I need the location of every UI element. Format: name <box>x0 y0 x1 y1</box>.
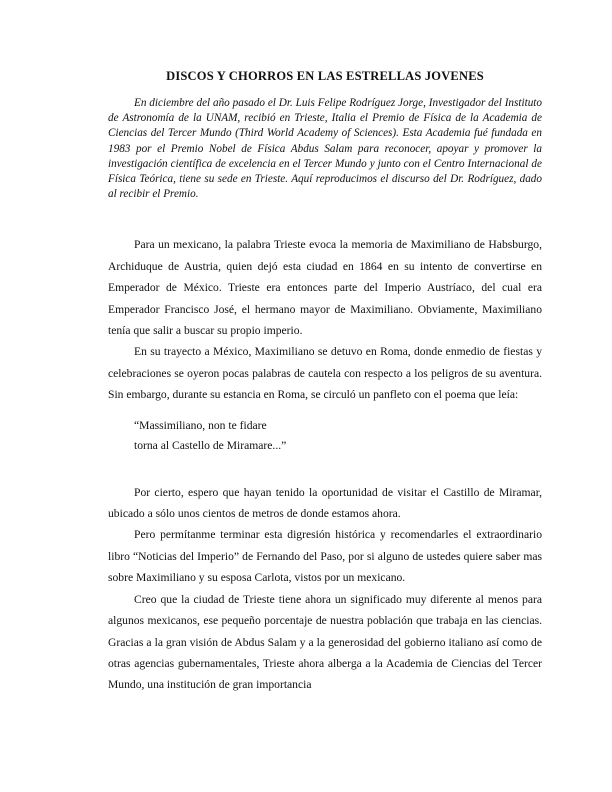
body-paragraph: Por cierto, espero que hayan tenido la oportunidad de visitar el Castillo de Miramar, ubicado a sólo unos cientos de metros de donde estamos ahora. <box>108 485 542 521</box>
document-page <box>108 68 542 696</box>
body-paragraph: Para un mexicano, la palabra Trieste evoca la memoria de Maximiliano de Habsburgo, Archiduque de Austria, quien dejó esta ciudad en 1864 en su intento de convertirse en Emperador de México. Trieste era entonces parte del Imperio Austríaco, del cual era Emperador Francisco José, el hermano mayor de Maximiliano. Obviamente, Maximiliano tenía que salir a buscar su propio imperio. <box>108 238 542 338</box>
body-paragraph: Creo que la ciudad de Trieste tiene ahora un significado muy diferente al menos para algunos mexicanos, ese pequeño porcentaje de nuestra población que trabaja en las ciencias. Gracias a la gran visión de Abdus Salam y a la generosidad del gobierno italiano así como de otras agencias gubernamentales, Trieste ahora alberga a la Academia de Ciencias del Tercer Mundo, una institución de gran importancia <box>108 592 542 692</box>
document-title: DISCOS Y CHORROS EN LAS ESTRELLAS JOVENES <box>166 69 484 83</box>
body-paragraph: Pero permítanme terminar esta digresión histórica y recomendarles el extraordinario libro “Noticias del Imperio” de Fernando del Paso, por si alguno de ustedes quiere saber mas sobre Maximiliano y su esposa Carlota, vistos por un mexicano. <box>108 528 542 585</box>
document-body <box>108 234 542 695</box>
body-paragraph: En su trayecto a México, Maximiliano se detuvo en Roma, donde enmedio de fiestas y celebraciones se oyeron pocas palabras de cautela con respecto a los peligros de su aventura. Sin embargo, durante su estancia en Roma, se circuló un panfleto con el poema que leía: <box>108 345 542 402</box>
poem-quote <box>134 416 542 456</box>
quote-line: torna al Castello de Miramare...” <box>134 438 287 452</box>
quote-line: “Massimiliano, non te fidare <box>134 418 267 432</box>
abstract-paragraph: En diciembre del año pasado el Dr. Luis Felipe Rodríguez Jorge, Investigador del Instituto de Astronomía de la UNAM, recibió en Trieste, Italia el Premio de Física de la Academia de Ciencias del Tercer Mundo (Third World Academy of Sciences). Esta Academia fué fundada en 1983 por el Premio Nobel de Física Abdus Salam para reconocer, apoyar y promover la investigación científica de excelencia en el Tercer Mundo y junto con el Centro Internacional de Física Teórica, tiene su sede en Trieste. Aquí reproducimos el discurso del Dr. Rodríguez, dado al recibir el Premio. <box>108 97 542 201</box>
